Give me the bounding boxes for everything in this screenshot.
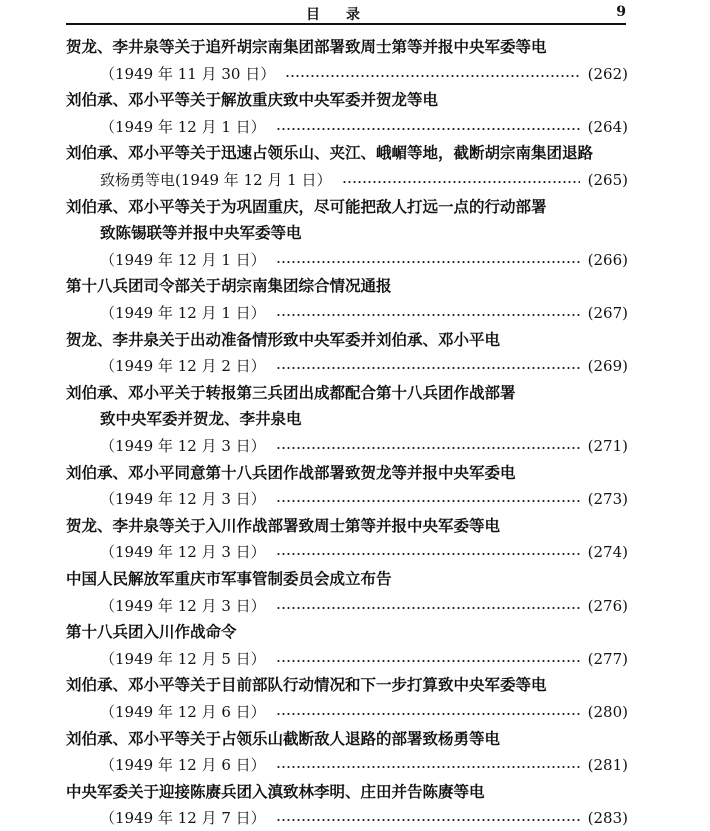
toc-entry-title: 刘伯承、邓小平等关于目前部队行动情况和下一步打算致中央军委等电 xyxy=(66,675,547,695)
toc-entry-page-number: (283) xyxy=(587,809,628,828)
toc-entry-title: 刘伯承、邓小平等关于解放重庆致中央军委并贺龙等电 xyxy=(66,90,439,110)
toc-entry-date-row xyxy=(100,114,628,140)
toc-entry-page-number: (280) xyxy=(587,703,628,721)
toc-entry-date-row xyxy=(100,646,628,672)
toc-entry-date-row xyxy=(100,752,628,778)
dot-leader xyxy=(276,128,580,130)
toc-entry-date-row xyxy=(100,353,628,379)
toc-entry-date: （1949 年 11 月 30 日） xyxy=(100,64,276,83)
toc-entry-page-number: (262) xyxy=(587,64,628,83)
toc-entry-date: （1949 年 12 月 3 日） xyxy=(100,490,266,509)
dot-leader xyxy=(276,819,580,821)
toc-entry-date-row xyxy=(100,486,628,512)
toc-entry-date-row xyxy=(100,300,628,326)
toc-entry-page-number: (276) xyxy=(587,596,628,615)
dot-leader xyxy=(276,553,580,555)
dot-leader xyxy=(342,181,580,183)
toc-entry-title: 致中央军委并贺龙、李井泉电 xyxy=(100,409,302,429)
toc-entry-title: 贺龙、李井泉等关于入川作战部署致周士第等并报中央军委等电 xyxy=(66,515,501,535)
dot-leader xyxy=(276,766,580,768)
toc-entry-date-row xyxy=(100,593,628,619)
toc-entry-title: 刘伯承、邓小平等关于为巩固重庆，尽可能把敌人打远一点的行动部署 xyxy=(66,196,547,216)
toc-entry-title: 致陈锡联等并报中央军委等电 xyxy=(100,223,302,243)
header-title: 目录 xyxy=(306,7,386,23)
header-page-number: 9 xyxy=(616,4,626,20)
toc-entry-date-row xyxy=(100,539,628,565)
toc-entry-date: （1949 年 12 月 1 日） xyxy=(100,304,266,322)
toc-entry-date: （1949 年 12 月 2 日） xyxy=(100,357,266,376)
dot-leader xyxy=(276,261,580,263)
toc-entry-page-number: (266) xyxy=(587,250,628,269)
toc-entry-date-row xyxy=(100,61,628,87)
toc-entry-date-row xyxy=(100,699,628,725)
dot-leader xyxy=(276,607,580,609)
toc-entry-title: 刘伯承、邓小平同意第十八兵团作战部署致贺龙等并报中央军委电 xyxy=(66,462,516,482)
header-rule xyxy=(66,23,626,25)
dot-leader xyxy=(276,447,580,449)
toc-entry-date-row xyxy=(100,433,628,459)
toc-entry-page-number: (273) xyxy=(587,490,628,509)
dot-leader xyxy=(276,314,580,316)
dot-leader xyxy=(276,660,580,662)
dot-leader xyxy=(276,367,580,369)
toc-entry-page-number: (281) xyxy=(587,756,628,775)
toc-entry-date-row xyxy=(100,805,628,831)
toc-entry-date: （1949 年 12 月 3 日） xyxy=(100,437,266,455)
toc-entry-date: （1949 年 12 月 3 日） xyxy=(100,596,266,615)
toc-entry-date-row xyxy=(100,247,628,273)
toc-entry-page-number: (265) xyxy=(587,171,628,189)
toc-entry-title: 贺龙、李井泉关于出动准备情形致中央军委并刘伯承、邓小平电 xyxy=(66,329,501,349)
toc-entry-page-number: (264) xyxy=(587,117,628,136)
toc-entry-page-number: (269) xyxy=(587,357,628,376)
toc-entry-date: （1949 年 12 月 3 日） xyxy=(100,543,266,562)
toc-entry-page-number: (277) xyxy=(587,649,628,668)
toc-entry-date: （1949 年 12 月 5 日） xyxy=(100,649,266,668)
toc-entry-title: 贺龙、李井泉等关于追歼胡宗南集团部署致周士第等并报中央军委等电 xyxy=(66,37,547,56)
toc-entry-date: （1949 年 12 月 7 日） xyxy=(100,809,266,828)
toc-entry-title: 刘伯承、邓小平等关于占领乐山截断敌人退路的部署致杨勇等电 xyxy=(66,728,501,748)
toc-entry-date: （1949 年 12 月 6 日） xyxy=(100,703,266,721)
toc-entry-date: 致杨勇等电(1949 年 12 月 1 日） xyxy=(100,171,332,189)
toc-entry-title: 中国人民解放军重庆市军事管制委员会成立布告 xyxy=(66,569,392,588)
dot-leader xyxy=(276,713,580,715)
toc-entry-title: 刘伯承、邓小平关于转报第三兵团出成都配合第十八兵团作战部署 xyxy=(66,382,516,402)
toc-entry-page-number: (267) xyxy=(587,304,628,322)
toc-entry-date: （1949 年 12 月 1 日） xyxy=(100,117,266,136)
toc-entry-title: 第十八兵团入川作战命令 xyxy=(66,622,237,642)
toc-entry-title: 刘伯承、邓小平等关于迅速占领乐山、夹江、峨嵋等地，截断胡宗南集团退路 xyxy=(66,143,594,163)
dot-leader xyxy=(276,500,580,502)
toc-entry-title: 中央军委关于迎接陈赓兵团入滇致林李明、庄田并告陈赓等电 xyxy=(66,781,485,801)
toc-entry-page-number: (271) xyxy=(587,437,628,455)
toc-entry-date-row xyxy=(100,167,628,193)
toc-entry-page-number: (274) xyxy=(587,543,628,562)
toc-entry-title: 第十八兵团司令部关于胡宗南集团综合情况通报 xyxy=(66,276,392,296)
toc-entry-date: （1949 年 12 月 6 日） xyxy=(100,756,266,775)
page-header xyxy=(66,0,626,22)
toc-entry-date: （1949 年 12 月 1 日） xyxy=(100,250,266,269)
dot-leader xyxy=(285,75,579,77)
